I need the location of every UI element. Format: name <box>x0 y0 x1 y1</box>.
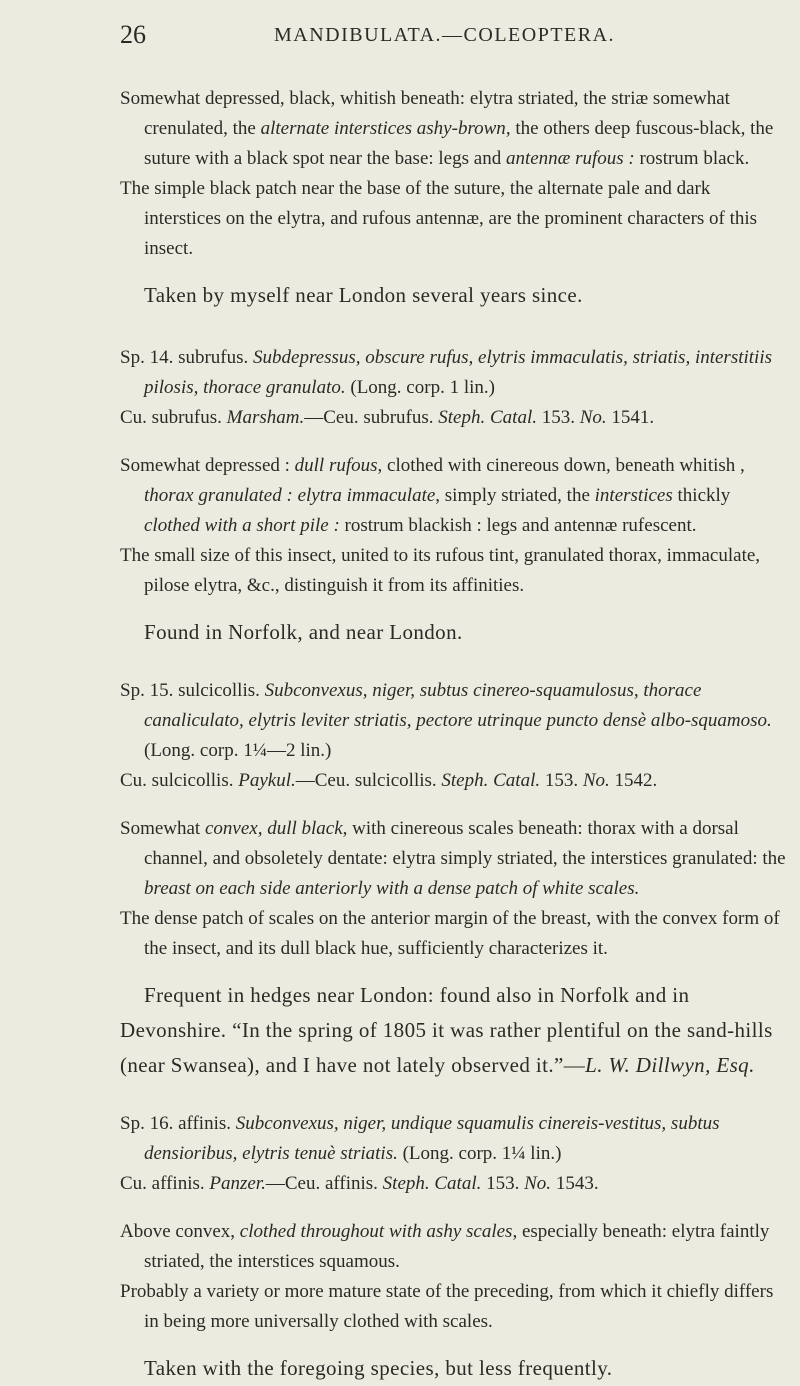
locality-paragraph: Frequent in hedges near London: found also in Norfolk and in Devonshire. “In the spring of 1805 it was rather plentiful on the sand-hills (near Swansea), and I have not lately observed it.”—L. W. Dillwyn, Esq. <box>120 983 773 1077</box>
species-heading: Sp. 16. affinis. Subconvexus, niger, undique squamulis cinereis-vestitus, subtus densioribus, elytris tenuè striatis. (Long. corp. 1¼ lin.) <box>120 1113 720 1164</box>
species-heading: Sp. 15. sulcicollis. Subconvexus, niger, subtus cinereo-squamulosus, thorace canaliculato, elytris leviter striatis, pectore utrinque puncto densè albo-squamoso. (Long. corp. 1¼—2 lin.) <box>120 680 772 761</box>
locality-paragraph: Found in Norfolk, and near London. <box>144 620 463 644</box>
species-heading: Sp. 14. subrufus. Subdepressus, obscure rufus, elytris immaculatis, striatis, interstitiis pilosis, thorace granulato. (Long. corp. 1 lin.) <box>120 347 773 398</box>
synonymy-line: Cu. affinis. Panzer.—Ceu. affinis. Steph. Catal. 153. No. 1543. <box>120 1173 599 1194</box>
locality-paragraph: Taken with the foregoing species, but less frequently. <box>144 1356 613 1380</box>
running-head: MANDIBULATA.—COLEOPTERA. <box>274 24 616 46</box>
locality-paragraph: Taken by myself near London several years since. <box>144 283 583 307</box>
note-paragraph: The simple black patch near the base of the suture, the alternate pale and dark interstices on the elytra, and rufous antennæ, are the prominent characters of this insect. <box>120 178 758 259</box>
synonymy-line: Cu. subrufus. Marsham.—Ceu. subrufus. Steph. Catal. 153. No. 1541. <box>120 407 655 428</box>
synonymy-line: Cu. sulcicollis. Paykul.—Ceu. sulcicollis. Steph. Catal. 153. No. 1542. <box>120 770 658 791</box>
description-paragraph: Above convex, clothed throughout with ashy scales, especially beneath: elytra faintly striated, the interstices squamous. <box>120 1221 770 1272</box>
note-paragraph: The dense patch of scales on the anterior margin of the breast, with the convex form of the insect, and its dull black hue, sufficiently characterizes it. <box>120 908 780 959</box>
description-paragraph: Somewhat depressed : dull rufous, clothed with cinereous down, beneath whitish , thorax granulated : elytra immaculate, simply striated, the interstices thickly clothed with a short pile : rostrum blackish : legs and antennæ rufescent. <box>120 455 745 536</box>
description-paragraph: Somewhat depressed, black, whitish beneath: elytra striated, the striæ somewhat crenulated, the alternate interstices ashy-brown, the others deep fuscous-black, the suture with a black spot near the base: legs and antennæ rufous : rostrum black. <box>120 88 774 169</box>
page-number: 26 <box>120 20 146 49</box>
note-paragraph: The small size of this insect, united to its rufous tint, granulated thorax, immaculate, pilose elytra, &c., distinguish it from its affinities. <box>120 545 761 596</box>
page-header <box>0 20 800 50</box>
page-body <box>120 84 790 1386</box>
description-paragraph: Somewhat convex, dull black, with cinereous scales beneath: thorax with a dorsal channel, and obsoletely dentate: elytra simply striated, the interstices granulated: the breast on each side anteriorly with a dense patch of white scales. <box>120 818 786 899</box>
note-paragraph: Probably a variety or more mature state of the preceding, from which it chiefly differs in being more universally clothed with scales. <box>120 1281 774 1332</box>
